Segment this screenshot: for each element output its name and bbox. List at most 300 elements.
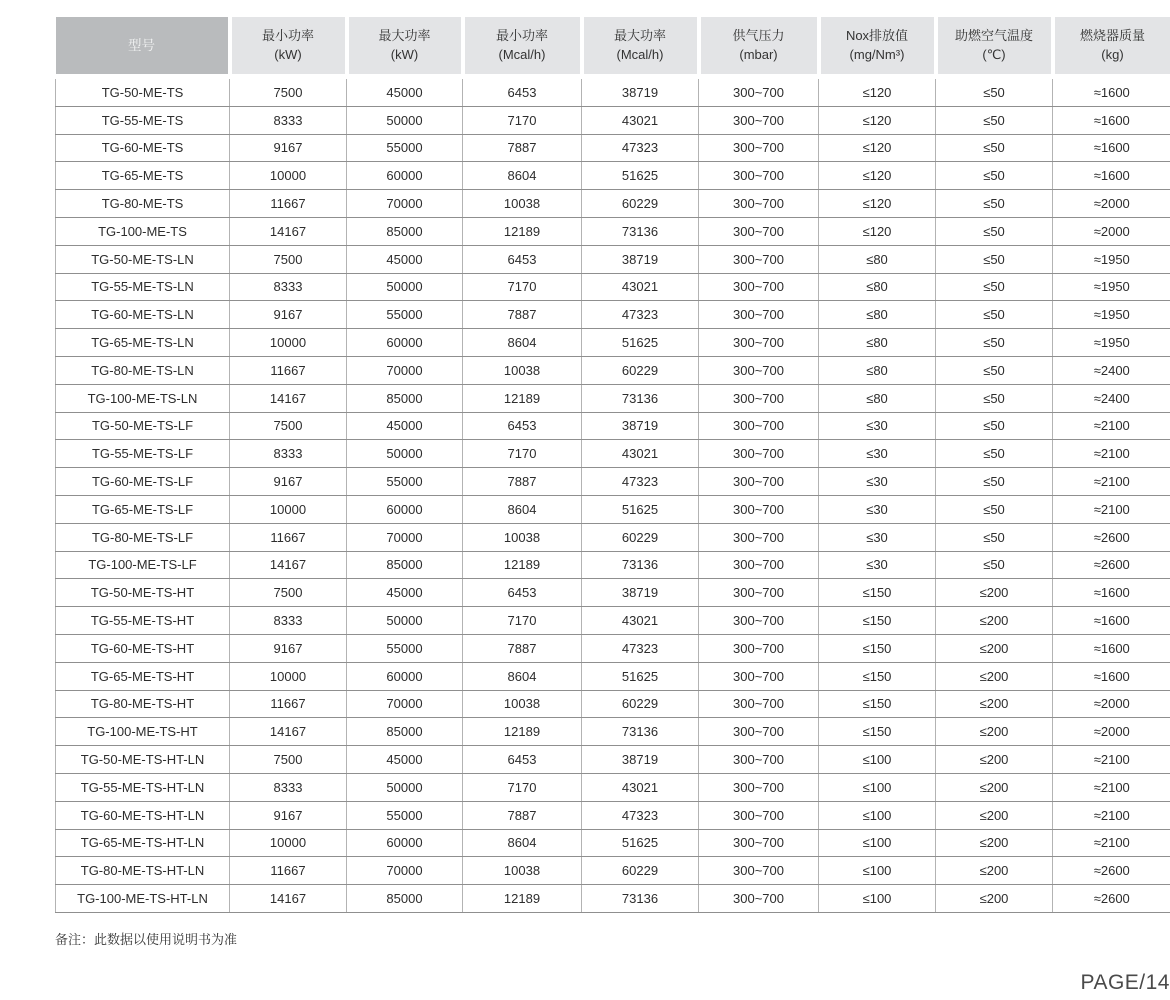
cell-max-kw: 55000 bbox=[347, 134, 463, 162]
cell-model: TG-80-ME-TS bbox=[56, 190, 230, 218]
cell-min-kw: 11667 bbox=[230, 190, 347, 218]
cell-model: TG-80-ME-TS-HT-LN bbox=[56, 857, 230, 885]
header-title: 型号 bbox=[128, 37, 155, 53]
cell-model: TG-50-ME-TS-LF bbox=[56, 412, 230, 440]
header-unit: (Mcal/h) bbox=[616, 46, 664, 62]
cell-air-temp: ≤200 bbox=[936, 801, 1053, 829]
cell-max-mcal: 47323 bbox=[582, 134, 699, 162]
header-unit: (kW) bbox=[390, 46, 419, 62]
cell-min-kw: 14167 bbox=[230, 551, 347, 579]
cell-max-kw: 45000 bbox=[347, 77, 463, 107]
cell-min-mcal: 12189 bbox=[463, 718, 582, 746]
cell-model: TG-60-ME-TS bbox=[56, 134, 230, 162]
cell-air-temp: ≤50 bbox=[936, 495, 1053, 523]
cell-model: TG-55-ME-TS-HT bbox=[56, 607, 230, 635]
cell-max-mcal: 73136 bbox=[582, 551, 699, 579]
table-row bbox=[56, 329, 1170, 357]
cell-max-mcal: 47323 bbox=[582, 468, 699, 496]
header-unit: (℃) bbox=[982, 46, 1006, 62]
cell-nox: ≤30 bbox=[819, 440, 936, 468]
cell-air-temp: ≤200 bbox=[936, 634, 1053, 662]
cell-max-kw: 45000 bbox=[347, 579, 463, 607]
table-row bbox=[56, 662, 1170, 690]
header-row bbox=[56, 17, 1170, 77]
cell-max-kw: 85000 bbox=[347, 718, 463, 746]
cell-max-kw: 55000 bbox=[347, 801, 463, 829]
cell-mass: ≈1600 bbox=[1053, 134, 1170, 162]
cell-mass: ≈2100 bbox=[1053, 440, 1170, 468]
cell-model: TG-100-ME-TS-LF bbox=[56, 551, 230, 579]
cell-air-temp: ≤50 bbox=[936, 245, 1053, 273]
header-title: 助燃空气温度 bbox=[954, 27, 1033, 43]
cell-pressure: 300~700 bbox=[699, 634, 819, 662]
cell-min-kw: 14167 bbox=[230, 718, 347, 746]
cell-pressure: 300~700 bbox=[699, 662, 819, 690]
cell-min-mcal: 12189 bbox=[463, 217, 582, 245]
cell-min-mcal: 6453 bbox=[463, 579, 582, 607]
header-title: 供气压力 bbox=[732, 27, 785, 43]
cell-min-kw: 9167 bbox=[230, 634, 347, 662]
cell-min-kw: 11667 bbox=[230, 523, 347, 551]
cell-model: TG-55-ME-TS-LF bbox=[56, 440, 230, 468]
cell-air-temp: ≤50 bbox=[936, 134, 1053, 162]
cell-nox: ≤80 bbox=[819, 356, 936, 384]
cell-mass: ≈2100 bbox=[1053, 468, 1170, 496]
cell-pressure: 300~700 bbox=[699, 551, 819, 579]
cell-min-kw: 7500 bbox=[230, 579, 347, 607]
cell-nox: ≤80 bbox=[819, 245, 936, 273]
cell-mass: ≈2000 bbox=[1053, 690, 1170, 718]
cell-mass: ≈1600 bbox=[1053, 662, 1170, 690]
cell-max-mcal: 43021 bbox=[582, 773, 699, 801]
table-row bbox=[56, 440, 1170, 468]
cell-max-kw: 50000 bbox=[347, 106, 463, 134]
cell-pressure: 300~700 bbox=[699, 690, 819, 718]
table-row bbox=[56, 551, 1170, 579]
cell-min-mcal: 12189 bbox=[463, 551, 582, 579]
cell-model: TG-100-ME-TS-LN bbox=[56, 384, 230, 412]
cell-pressure: 300~700 bbox=[699, 356, 819, 384]
cell-min-mcal: 6453 bbox=[463, 245, 582, 273]
header-gas-pressure bbox=[699, 17, 819, 77]
table-row bbox=[56, 718, 1170, 746]
cell-nox: ≤120 bbox=[819, 217, 936, 245]
cell-max-kw: 85000 bbox=[347, 384, 463, 412]
cell-nox: ≤100 bbox=[819, 829, 936, 857]
cell-min-mcal: 7170 bbox=[463, 440, 582, 468]
cell-model: TG-100-ME-TS-HT bbox=[56, 718, 230, 746]
header-nox bbox=[819, 17, 936, 77]
cell-air-temp: ≤50 bbox=[936, 468, 1053, 496]
cell-model: TG-50-ME-TS-HT-LN bbox=[56, 746, 230, 774]
cell-nox: ≤120 bbox=[819, 106, 936, 134]
cell-mass: ≈1600 bbox=[1053, 607, 1170, 635]
cell-max-kw: 55000 bbox=[347, 301, 463, 329]
spec-table-head bbox=[56, 17, 1170, 77]
header-unit: (Mcal/h) bbox=[498, 46, 546, 62]
cell-min-kw: 7500 bbox=[230, 77, 347, 107]
cell-min-mcal: 7887 bbox=[463, 301, 582, 329]
cell-min-kw: 7500 bbox=[230, 245, 347, 273]
cell-nox: ≤120 bbox=[819, 190, 936, 218]
cell-mass: ≈1600 bbox=[1053, 634, 1170, 662]
cell-pressure: 300~700 bbox=[699, 162, 819, 190]
cell-min-mcal: 12189 bbox=[463, 384, 582, 412]
cell-pressure: 300~700 bbox=[699, 857, 819, 885]
cell-max-mcal: 38719 bbox=[582, 746, 699, 774]
cell-model: TG-80-ME-TS-LN bbox=[56, 356, 230, 384]
cell-pressure: 300~700 bbox=[699, 495, 819, 523]
table-row bbox=[56, 106, 1170, 134]
cell-max-mcal: 51625 bbox=[582, 829, 699, 857]
cell-pressure: 300~700 bbox=[699, 440, 819, 468]
cell-max-kw: 45000 bbox=[347, 245, 463, 273]
cell-pressure: 300~700 bbox=[699, 579, 819, 607]
cell-min-kw: 8333 bbox=[230, 607, 347, 635]
table-row bbox=[56, 384, 1170, 412]
cell-mass: ≈2000 bbox=[1053, 217, 1170, 245]
cell-max-mcal: 51625 bbox=[582, 662, 699, 690]
cell-min-kw: 8333 bbox=[230, 273, 347, 301]
cell-pressure: 300~700 bbox=[699, 607, 819, 635]
cell-max-kw: 50000 bbox=[347, 607, 463, 635]
cell-mass: ≈2600 bbox=[1053, 857, 1170, 885]
table-row bbox=[56, 607, 1170, 635]
cell-max-kw: 70000 bbox=[347, 356, 463, 384]
cell-model: TG-100-ME-TS bbox=[56, 217, 230, 245]
header-unit: (kg) bbox=[1101, 46, 1124, 62]
cell-max-kw: 70000 bbox=[347, 690, 463, 718]
cell-min-kw: 9167 bbox=[230, 801, 347, 829]
cell-nox: ≤30 bbox=[819, 412, 936, 440]
cell-nox: ≤120 bbox=[819, 134, 936, 162]
cell-model: TG-65-ME-TS-LF bbox=[56, 495, 230, 523]
header-unit: (mg/Nm³) bbox=[849, 46, 905, 62]
cell-max-kw: 55000 bbox=[347, 468, 463, 496]
cell-nox: ≤150 bbox=[819, 607, 936, 635]
cell-min-mcal: 7887 bbox=[463, 801, 582, 829]
header-max-kw bbox=[347, 17, 463, 77]
cell-air-temp: ≤200 bbox=[936, 746, 1053, 774]
cell-min-mcal: 6453 bbox=[463, 412, 582, 440]
cell-min-mcal: 7170 bbox=[463, 773, 582, 801]
cell-max-mcal: 73136 bbox=[582, 217, 699, 245]
cell-min-mcal: 8604 bbox=[463, 495, 582, 523]
cell-min-mcal: 8604 bbox=[463, 662, 582, 690]
cell-nox: ≤150 bbox=[819, 662, 936, 690]
table-row bbox=[56, 885, 1170, 913]
cell-max-mcal: 38719 bbox=[582, 77, 699, 107]
cell-pressure: 300~700 bbox=[699, 190, 819, 218]
table-row bbox=[56, 746, 1170, 774]
cell-model: TG-50-ME-TS-LN bbox=[56, 245, 230, 273]
table-row bbox=[56, 468, 1170, 496]
cell-min-kw: 10000 bbox=[230, 162, 347, 190]
cell-model: TG-50-ME-TS-HT bbox=[56, 579, 230, 607]
cell-pressure: 300~700 bbox=[699, 245, 819, 273]
cell-max-kw: 60000 bbox=[347, 495, 463, 523]
cell-air-temp: ≤200 bbox=[936, 579, 1053, 607]
header-title: 燃烧器质量 bbox=[1079, 27, 1145, 43]
cell-nox: ≤80 bbox=[819, 384, 936, 412]
table-row bbox=[56, 162, 1170, 190]
header-max-mcal bbox=[582, 17, 699, 77]
header-unit: (kW) bbox=[274, 46, 302, 62]
cell-air-temp: ≤200 bbox=[936, 773, 1053, 801]
table-row bbox=[56, 579, 1170, 607]
cell-max-kw: 45000 bbox=[347, 746, 463, 774]
table-row bbox=[56, 829, 1170, 857]
cell-pressure: 300~700 bbox=[699, 134, 819, 162]
cell-max-kw: 60000 bbox=[347, 829, 463, 857]
cell-max-mcal: 60229 bbox=[582, 690, 699, 718]
cell-min-kw: 10000 bbox=[230, 495, 347, 523]
cell-model: TG-55-ME-TS-HT-LN bbox=[56, 773, 230, 801]
cell-max-mcal: 60229 bbox=[582, 356, 699, 384]
cell-nox: ≤120 bbox=[819, 77, 936, 107]
cell-max-kw: 70000 bbox=[347, 857, 463, 885]
cell-min-mcal: 8604 bbox=[463, 329, 582, 357]
cell-model: TG-55-ME-TS-LN bbox=[56, 273, 230, 301]
cell-max-kw: 55000 bbox=[347, 634, 463, 662]
header-title: 最小功率 bbox=[495, 27, 548, 43]
cell-air-temp: ≤50 bbox=[936, 412, 1053, 440]
cell-max-mcal: 73136 bbox=[582, 384, 699, 412]
footnote: 备注：此数据以使用说明书为准 bbox=[55, 932, 238, 947]
cell-mass: ≈2000 bbox=[1053, 190, 1170, 218]
cell-min-kw: 11667 bbox=[230, 356, 347, 384]
cell-nox: ≤30 bbox=[819, 551, 936, 579]
cell-air-temp: ≤200 bbox=[936, 857, 1053, 885]
cell-mass: ≈1600 bbox=[1053, 162, 1170, 190]
cell-min-kw: 8333 bbox=[230, 773, 347, 801]
cell-mass: ≈2100 bbox=[1053, 495, 1170, 523]
cell-model: TG-80-ME-TS-HT bbox=[56, 690, 230, 718]
cell-max-mcal: 43021 bbox=[582, 440, 699, 468]
cell-max-mcal: 43021 bbox=[582, 607, 699, 635]
table-row bbox=[56, 634, 1170, 662]
cell-max-kw: 60000 bbox=[347, 162, 463, 190]
cell-min-kw: 8333 bbox=[230, 106, 347, 134]
table-row bbox=[56, 217, 1170, 245]
cell-max-mcal: 73136 bbox=[582, 718, 699, 746]
cell-pressure: 300~700 bbox=[699, 746, 819, 774]
table-row bbox=[56, 690, 1170, 718]
cell-max-kw: 85000 bbox=[347, 885, 463, 913]
cell-nox: ≤80 bbox=[819, 273, 936, 301]
header-min-mcal bbox=[463, 17, 582, 77]
cell-model: TG-65-ME-TS-LN bbox=[56, 329, 230, 357]
cell-mass: ≈2600 bbox=[1053, 885, 1170, 913]
cell-model: TG-55-ME-TS bbox=[56, 106, 230, 134]
cell-air-temp: ≤200 bbox=[936, 690, 1053, 718]
table-row bbox=[56, 356, 1170, 384]
cell-pressure: 300~700 bbox=[699, 329, 819, 357]
table-row bbox=[56, 801, 1170, 829]
cell-min-kw: 10000 bbox=[230, 829, 347, 857]
cell-air-temp: ≤50 bbox=[936, 162, 1053, 190]
cell-air-temp: ≤50 bbox=[936, 190, 1053, 218]
cell-mass: ≈2600 bbox=[1053, 523, 1170, 551]
cell-pressure: 300~700 bbox=[699, 106, 819, 134]
cell-model: TG-60-ME-TS-LN bbox=[56, 301, 230, 329]
cell-min-mcal: 7170 bbox=[463, 106, 582, 134]
cell-pressure: 300~700 bbox=[699, 301, 819, 329]
cell-nox: ≤150 bbox=[819, 690, 936, 718]
cell-min-mcal: 10038 bbox=[463, 690, 582, 718]
table-row bbox=[56, 495, 1170, 523]
table-row bbox=[56, 523, 1170, 551]
cell-min-mcal: 7887 bbox=[463, 634, 582, 662]
cell-pressure: 300~700 bbox=[699, 412, 819, 440]
cell-max-mcal: 60229 bbox=[582, 190, 699, 218]
cell-air-temp: ≤50 bbox=[936, 551, 1053, 579]
header-unit: (mbar) bbox=[739, 46, 778, 62]
cell-model: TG-65-ME-TS-HT-LN bbox=[56, 829, 230, 857]
cell-air-temp: ≤50 bbox=[936, 440, 1053, 468]
cell-max-kw: 50000 bbox=[347, 440, 463, 468]
cell-pressure: 300~700 bbox=[699, 829, 819, 857]
cell-max-mcal: 47323 bbox=[582, 634, 699, 662]
cell-air-temp: ≤50 bbox=[936, 106, 1053, 134]
cell-pressure: 300~700 bbox=[699, 773, 819, 801]
cell-min-kw: 14167 bbox=[230, 384, 347, 412]
cell-air-temp: ≤50 bbox=[936, 77, 1053, 107]
cell-air-temp: ≤50 bbox=[936, 523, 1053, 551]
cell-max-mcal: 73136 bbox=[582, 885, 699, 913]
cell-max-mcal: 47323 bbox=[582, 801, 699, 829]
header-title: 最大功率 bbox=[378, 27, 431, 43]
cell-pressure: 300~700 bbox=[699, 718, 819, 746]
cell-nox: ≤80 bbox=[819, 301, 936, 329]
cell-pressure: 300~700 bbox=[699, 384, 819, 412]
cell-min-mcal: 7887 bbox=[463, 468, 582, 496]
table-row bbox=[56, 773, 1170, 801]
cell-model: TG-60-ME-TS-LF bbox=[56, 468, 230, 496]
cell-mass: ≈2600 bbox=[1053, 551, 1170, 579]
cell-max-mcal: 60229 bbox=[582, 857, 699, 885]
cell-min-mcal: 8604 bbox=[463, 829, 582, 857]
cell-min-kw: 9167 bbox=[230, 134, 347, 162]
cell-max-mcal: 38719 bbox=[582, 245, 699, 273]
cell-nox: ≤100 bbox=[819, 801, 936, 829]
cell-air-temp: ≤200 bbox=[936, 829, 1053, 857]
cell-min-kw: 11667 bbox=[230, 857, 347, 885]
cell-model: TG-65-ME-TS-HT bbox=[56, 662, 230, 690]
cell-min-kw: 14167 bbox=[230, 885, 347, 913]
cell-max-kw: 60000 bbox=[347, 329, 463, 357]
cell-pressure: 300~700 bbox=[699, 77, 819, 107]
cell-nox: ≤150 bbox=[819, 579, 936, 607]
cell-air-temp: ≤50 bbox=[936, 384, 1053, 412]
cell-air-temp: ≤50 bbox=[936, 329, 1053, 357]
cell-max-mcal: 38719 bbox=[582, 412, 699, 440]
cell-model: TG-100-ME-TS-HT-LN bbox=[56, 885, 230, 913]
cell-nox: ≤30 bbox=[819, 468, 936, 496]
cell-min-kw: 7500 bbox=[230, 746, 347, 774]
cell-nox: ≤80 bbox=[819, 329, 936, 357]
cell-model: TG-80-ME-TS-LF bbox=[56, 523, 230, 551]
cell-max-kw: 60000 bbox=[347, 662, 463, 690]
cell-max-kw: 45000 bbox=[347, 412, 463, 440]
cell-mass: ≈1950 bbox=[1053, 273, 1170, 301]
cell-nox: ≤100 bbox=[819, 857, 936, 885]
cell-max-kw: 85000 bbox=[347, 217, 463, 245]
cell-max-kw: 50000 bbox=[347, 773, 463, 801]
table-row bbox=[56, 245, 1170, 273]
cell-max-mcal: 60229 bbox=[582, 523, 699, 551]
table-row bbox=[56, 301, 1170, 329]
cell-pressure: 300~700 bbox=[699, 801, 819, 829]
cell-mass: ≈1600 bbox=[1053, 77, 1170, 107]
cell-nox: ≤100 bbox=[819, 746, 936, 774]
cell-max-kw: 70000 bbox=[347, 190, 463, 218]
cell-min-mcal: 7170 bbox=[463, 273, 582, 301]
cell-nox: ≤100 bbox=[819, 773, 936, 801]
cell-min-mcal: 6453 bbox=[463, 77, 582, 107]
cell-max-mcal: 51625 bbox=[582, 329, 699, 357]
cell-mass: ≈1600 bbox=[1053, 106, 1170, 134]
cell-min-mcal: 10038 bbox=[463, 190, 582, 218]
cell-mass: ≈2100 bbox=[1053, 412, 1170, 440]
cell-mass: ≈1950 bbox=[1053, 301, 1170, 329]
cell-pressure: 300~700 bbox=[699, 468, 819, 496]
header-title: 最小功率 bbox=[261, 27, 314, 43]
cell-nox: ≤120 bbox=[819, 162, 936, 190]
cell-air-temp: ≤50 bbox=[936, 301, 1053, 329]
cell-max-mcal: 47323 bbox=[582, 301, 699, 329]
cell-max-mcal: 43021 bbox=[582, 106, 699, 134]
cell-min-kw: 14167 bbox=[230, 217, 347, 245]
cell-min-kw: 7500 bbox=[230, 412, 347, 440]
cell-mass: ≈2100 bbox=[1053, 829, 1170, 857]
cell-min-mcal: 7887 bbox=[463, 134, 582, 162]
cell-air-temp: ≤200 bbox=[936, 662, 1053, 690]
cell-model: TG-65-ME-TS bbox=[56, 162, 230, 190]
spec-table-body bbox=[56, 77, 1170, 913]
cell-min-mcal: 10038 bbox=[463, 523, 582, 551]
table-row bbox=[56, 190, 1170, 218]
cell-max-mcal: 43021 bbox=[582, 273, 699, 301]
table-row bbox=[56, 857, 1170, 885]
cell-mass: ≈1950 bbox=[1053, 245, 1170, 273]
cell-max-kw: 85000 bbox=[347, 551, 463, 579]
cell-air-temp: ≤50 bbox=[936, 217, 1053, 245]
header-title: Nox排放值 bbox=[845, 27, 909, 43]
cell-air-temp: ≤50 bbox=[936, 273, 1053, 301]
cell-model: TG-60-ME-TS-HT-LN bbox=[56, 801, 230, 829]
header-model bbox=[56, 17, 230, 77]
burner-spec-table bbox=[55, 17, 1170, 913]
cell-min-kw: 9167 bbox=[230, 468, 347, 496]
cell-pressure: 300~700 bbox=[699, 523, 819, 551]
cell-mass: ≈2400 bbox=[1053, 356, 1170, 384]
cell-max-mcal: 51625 bbox=[582, 495, 699, 523]
cell-mass: ≈2100 bbox=[1053, 746, 1170, 774]
cell-max-mcal: 51625 bbox=[582, 162, 699, 190]
cell-mass: ≈2100 bbox=[1053, 773, 1170, 801]
table-row bbox=[56, 412, 1170, 440]
cell-nox: ≤30 bbox=[819, 523, 936, 551]
header-min-kw bbox=[230, 17, 347, 77]
cell-nox: ≤30 bbox=[819, 495, 936, 523]
cell-air-temp: ≤50 bbox=[936, 356, 1053, 384]
cell-air-temp: ≤200 bbox=[936, 607, 1053, 635]
cell-min-mcal: 7170 bbox=[463, 607, 582, 635]
cell-air-temp: ≤200 bbox=[936, 885, 1053, 913]
cell-pressure: 300~700 bbox=[699, 217, 819, 245]
cell-min-kw: 11667 bbox=[230, 690, 347, 718]
